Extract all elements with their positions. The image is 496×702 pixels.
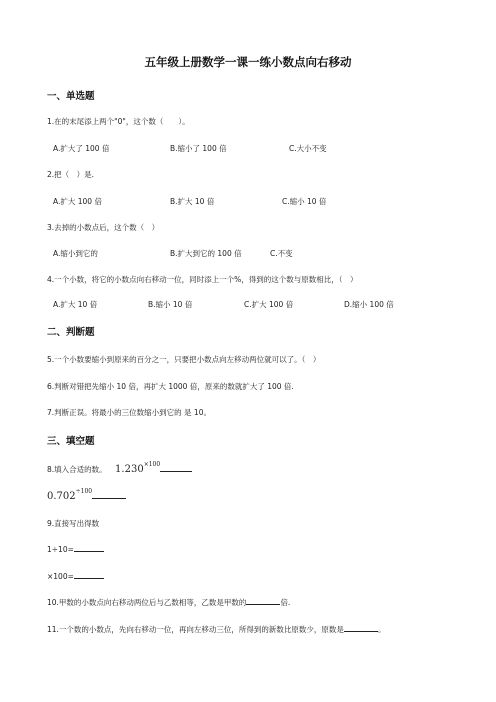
q10-answer-blank[interactable] (246, 597, 280, 605)
question-4: 4.一个小数，将它的小数点向右移动一位，同时添上一个%，得到的这个数与原数相比，（ ） (47, 275, 358, 284)
question-10-text: 10.甲数的小数点向右移动两位后与乙数相等，乙数是甲数的 (47, 598, 247, 607)
q2-option-b[interactable]: B.扩大 10 倍 (170, 197, 215, 206)
question-8-text: 8.填入合适的数。 (47, 465, 107, 474)
q9-answer-2-blank[interactable] (74, 571, 104, 579)
expr-1-answer-blank[interactable] (160, 464, 192, 472)
q4-option-d[interactable]: D.缩小 100 倍 (344, 300, 394, 309)
question-6: 6.判断对错把先缩小 10 倍，再扩大 1000 倍，原来的数就扩大了 100 倍. (47, 382, 294, 391)
q3-option-a[interactable]: A.缩小到它的 (53, 249, 98, 258)
q3-option-c[interactable]: C.不变 (270, 249, 293, 258)
expr-1-number: 1.230 (115, 464, 144, 475)
section-single-choice: 一、单选题 (47, 91, 95, 102)
q3-option-b[interactable]: B.扩大到它的 100 倍 (170, 249, 242, 258)
q1-option-a[interactable]: A.扩大了 100 倍 (53, 144, 110, 153)
question-9-line-2 (47, 571, 104, 581)
section-true-false: 二、判断题 (47, 327, 95, 338)
question-9: 9.直接写出得数 (47, 519, 100, 528)
q4-option-b[interactable]: B.缩小 10 倍 (148, 300, 193, 309)
question-1: 1.在的末尾添上两个"0"，这个数（ ）。 (47, 117, 190, 126)
q4-option-c[interactable]: C.扩大 100 倍 (244, 300, 294, 309)
question-9-line-1 (47, 544, 104, 554)
expr-2-operator: ÷100 (75, 488, 93, 495)
question-11-text: 11.一个数的小数点，先向右移动一位，再向左移动三位，所得到的新数比原数少，原数是 (47, 625, 344, 634)
question-11 (47, 624, 385, 635)
q9-expr-2: ×100= (47, 572, 74, 581)
q11-answer-blank[interactable] (344, 624, 378, 632)
question-2: 2.把（ ）是. (47, 170, 95, 179)
expr-2-number: 0.702 (47, 491, 76, 502)
q9-answer-1-blank[interactable] (74, 544, 104, 552)
question-11-tail: 。 (377, 625, 386, 634)
question-10 (47, 597, 290, 608)
question-8-expr-2 (47, 488, 126, 502)
q4-option-a[interactable]: A.扩大 10 倍 (53, 300, 98, 309)
q1-option-c[interactable]: C.大小不变 (289, 144, 327, 153)
question-3: 3.去掉的小数点后，这个数（ ） (47, 223, 160, 232)
question-10-tail: 倍. (280, 598, 291, 607)
question-8 (47, 461, 192, 475)
q9-expr-1: 1÷10= (47, 545, 74, 554)
expr-2-answer-blank[interactable] (92, 491, 126, 499)
question-7: 7.判断正误。将最小的三位数缩小到它的 是 10。 (47, 408, 211, 417)
page-title: 五年级上册数学一课一练小数点向右移动 (144, 55, 352, 69)
section-fill-in: 三、填空题 (47, 436, 95, 447)
question-5: 5.一个小数要缩小到原来的百分之一，只要把小数点向左移动两位就可以了。（ ） (47, 355, 321, 364)
q2-option-a[interactable]: A.扩大 100 倍 (53, 197, 102, 206)
expr-1-operator: ×100 (143, 461, 161, 468)
q1-option-b[interactable]: B.缩小了 100 倍 (170, 144, 227, 153)
q2-option-c[interactable]: C.缩小 10 倍 (282, 197, 327, 206)
